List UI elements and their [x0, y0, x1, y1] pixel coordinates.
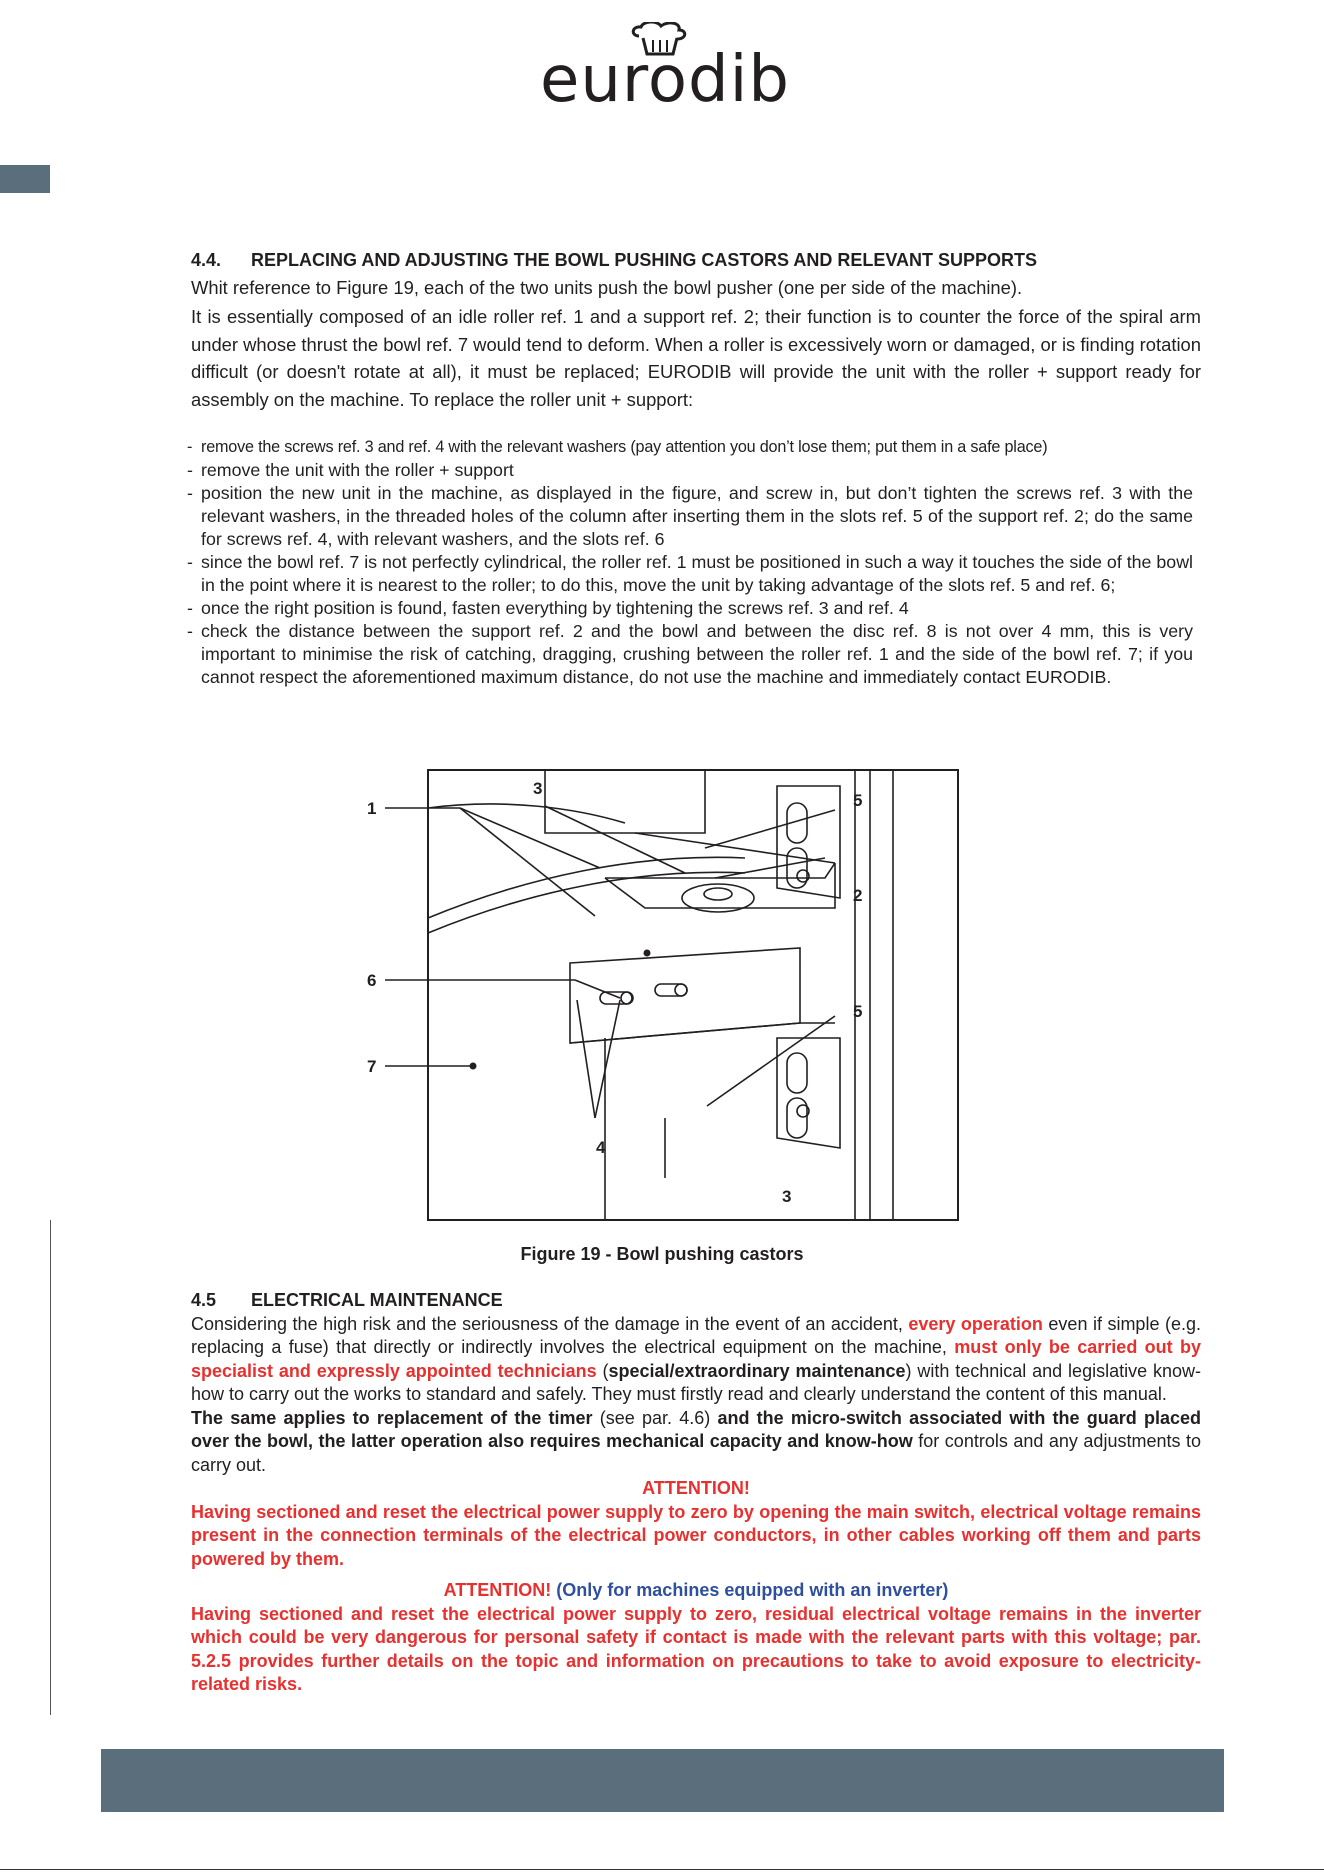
list-item: - remove the screws ref. 3 and ref. 4 with the relevant washers (pay attention you don’t lose them; put them in a safe place)	[187, 438, 1048, 456]
side-tab	[0, 165, 50, 193]
list-item: - position the new unit in the machine, as displayed in the figure, and screw in, but don’t tighten the screws ref. 3 with the relevant washers, in the threaded holes of the column after inserting them in the slots ref. 5 of the support ref. 2; do the same for screws ref. 4, with relevant washers, and the slots ref. 6	[187, 483, 1193, 549]
callout-3-bottom: 3	[782, 1187, 792, 1206]
callout-5-top: 5	[853, 791, 863, 810]
paragraph: The same applies to replacement of the timer (see par. 4.6) and the micro-switch associated with the guard placed over the bowl, the latter operation also requires mechanical capacity and know-how for controls and any adjustments to carry out.	[191, 1407, 1201, 1475]
section-number: 4.5	[191, 1290, 217, 1310]
callout-2: 2	[853, 886, 863, 905]
section-title: REPLACING AND ADJUSTING THE BOWL PUSHING CASTORS AND RELEVANT SUPPORTS	[251, 250, 1038, 270]
callout-4: 4	[596, 1138, 606, 1157]
section-4-5	[191, 1289, 1201, 1697]
list-item: - check the distance between the support ref. 2 and the bowl and between the disc ref. 8 is not over 4 mm, this is very important to minimise the risk of catching, dragging, crushing between the roller ref. 1 and the side of the bowl ref. 7; if you cannot respect the aforementioned maximum distance, do not use the machine and immediately contact EURODIB.	[187, 621, 1193, 687]
attention-inverter-heading: ATTENTION! (Only for machines equipped with an inverter)	[443, 1580, 949, 1600]
attention-text: Having sectioned and reset the electrical power supply to zero by opening the main switch, electrical voltage remains present in the connection terminals of the electrical power conductors, in other cables working off them and parts powered by them.	[191, 1501, 1201, 1569]
section-4-4	[191, 250, 1201, 413]
paragraph: It is essentially composed of an idle roller ref. 1 and a support ref. 2; their function is to counter the force of the spiral arm under whose thrust the bowl ref. 7 would tend to deform. When a roller is excessively worn or damaged, or is finding rotation difficult (or doesn't rotate at all), it must be replaced; EURODIB will provide the unit with the roller + support ready for assembly on the machine. To replace the roller unit + support:	[191, 306, 1201, 410]
section-title: ELECTRICAL MAINTENANCE	[251, 1290, 503, 1310]
side-rule	[50, 1220, 51, 1715]
eurodib-logo	[515, 22, 815, 122]
callout-5-bottom: 5	[853, 1002, 863, 1021]
bowl-castor-drawing	[355, 768, 1035, 1223]
attention-inverter-text: Having sectioned and reset the electrical power supply to zero, residual electrical voltage remains in the inverter which could be very dangerous for personal safety if contact is made with the relevant parts with this voltage; par. 5.2.5 provides further details on the topic and information on precautions to take to avoid exposure to electricity-related risks.	[191, 1603, 1201, 1694]
brand-wordmark: eurodib	[539, 43, 791, 117]
list-item: - remove the unit with the roller + support	[187, 460, 514, 480]
paragraph: Whit reference to Figure 19, each of the two units push the bowl pusher (one per side of the machine).	[191, 277, 1023, 298]
attention-title: ATTENTION!	[642, 1478, 750, 1498]
list-item: - since the bowl ref. 7 is not perfectly cylindrical, the roller ref. 1 must be positioned in such a way it touches the side of the bowl in the point where it is nearest to the roller; to do this, move the unit by taking advantage of the slots ref. 5 and ref. 6;	[187, 552, 1193, 595]
figure-19	[355, 768, 1035, 1223]
callout-3-top: 3	[533, 779, 543, 798]
section-4-4-heading	[191, 250, 1201, 271]
replacement-steps	[187, 436, 1193, 689]
bottom-rule	[0, 1869, 1324, 1870]
callout-1: 1	[367, 799, 377, 818]
callout-7: 7	[367, 1057, 377, 1076]
figure-caption: Figure 19 - Bowl pushing castors	[520, 1244, 804, 1264]
paragraph: Considering the high risk and the seriousness of the damage in the event of an accident, every operation even if simple (e.g. replacing a fuse) that directly or indirectly involves the electrical equipment on the machine, must only be carried out by specialist and expressly appointed technicians (special/extraordinary maintenance) with technical and legislative know-how to carry out the works to standard and safely. They must firstly read and clearly understand the content of this manual.	[191, 1313, 1201, 1404]
footer-bar	[101, 1749, 1224, 1812]
section-number: 4.4.	[191, 250, 222, 270]
list-item: - once the right position is found, fasten everything by tightening the screws ref. 3 and ref. 4	[187, 598, 909, 618]
section-4-5-heading	[191, 1289, 1201, 1313]
callout-6: 6	[367, 971, 377, 990]
